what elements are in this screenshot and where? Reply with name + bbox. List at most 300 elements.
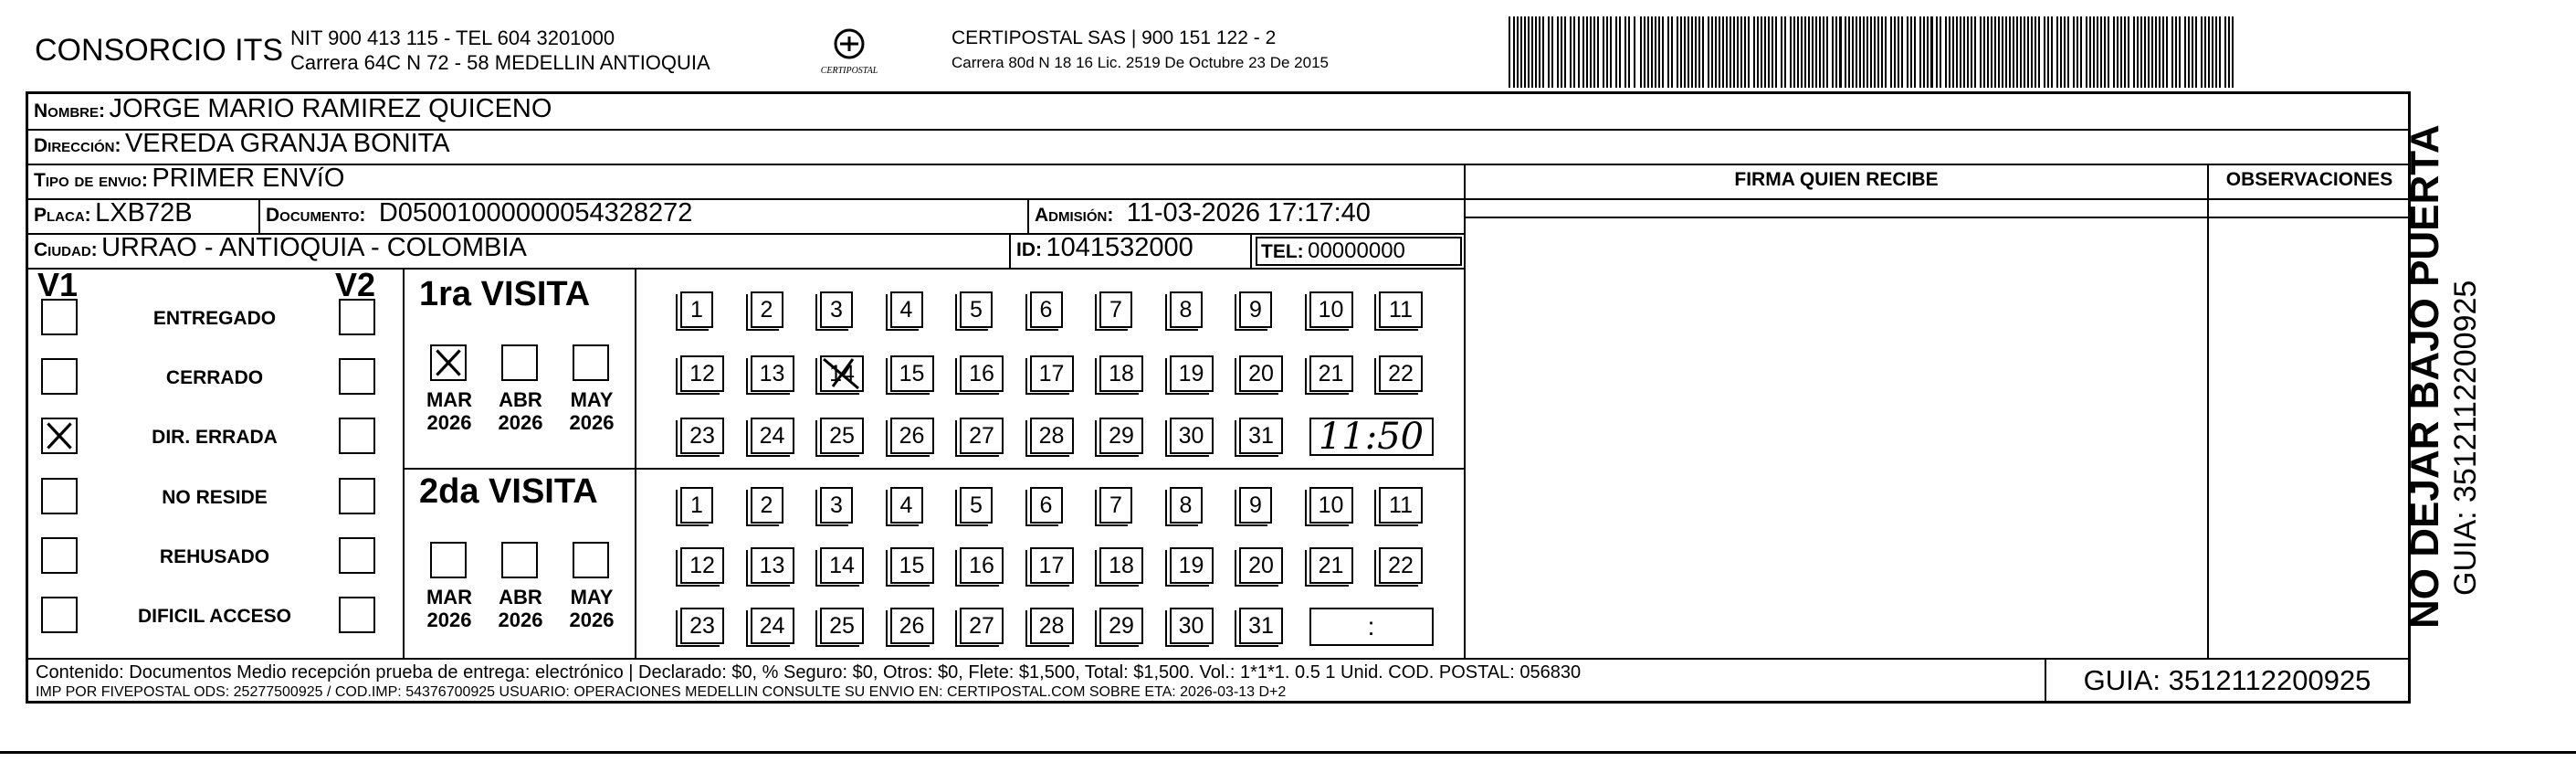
v1-header: V1 [37, 266, 79, 303]
v1-checkbox[interactable] [41, 478, 78, 514]
barcode-bar [1801, 16, 1803, 88]
day-box[interactable]: 8 [1170, 487, 1203, 524]
month-checkbox[interactable] [501, 344, 538, 381]
tel-label: TEL: [1261, 241, 1304, 262]
day-box[interactable]: 21 [1309, 547, 1353, 584]
barcode-bar [2166, 16, 2168, 88]
barcode-bar [1956, 16, 1958, 88]
day-box[interactable]: 18 [1099, 355, 1143, 392]
barcode-bar [2179, 16, 2181, 88]
day-box[interactable]: 31 [1239, 608, 1283, 644]
barcode-bar [2038, 16, 2040, 88]
barcode-bar [1768, 16, 1770, 88]
month-year: 2026 [426, 609, 472, 631]
month-name: MAR [426, 586, 473, 609]
day-box[interactable]: 19 [1170, 547, 1214, 584]
side-guia: GUIA: 3512112200925 [2448, 280, 2483, 596]
day-box[interactable]: 20 [1239, 547, 1283, 584]
barcode-bar [1722, 16, 1724, 88]
day-box[interactable]: 6 [1030, 291, 1063, 328]
barcode-bar [2097, 16, 2098, 88]
day-box[interactable]: 24 [751, 418, 794, 454]
month-checkbox[interactable] [573, 344, 609, 381]
barcode-bar [1874, 16, 1876, 88]
barcode-bar [2086, 16, 2087, 88]
day-box[interactable]: 14 [820, 547, 864, 584]
month-year: 2026 [426, 411, 472, 434]
barcode-bar [1974, 16, 1976, 88]
day-box[interactable]: 18 [1099, 547, 1143, 584]
barcode-bar [1624, 16, 1626, 88]
barcode-bar [1907, 16, 1908, 88]
check-mark-icon [43, 419, 76, 452]
day-box[interactable]: 3 [820, 487, 853, 524]
barcode-bar [1647, 16, 1649, 88]
barcode-bar [1901, 16, 1903, 88]
day-box[interactable]: 3 [820, 291, 853, 328]
day-box[interactable]: 29 [1099, 418, 1143, 454]
barcode-bar [1960, 16, 1961, 88]
barcode-bar [1919, 16, 1921, 88]
barcode-bar [2175, 16, 2177, 88]
barcode-bar [2124, 16, 2126, 88]
v2-checkbox[interactable] [339, 299, 375, 335]
barcode-bar [2148, 16, 2150, 88]
barcode-bar [2108, 16, 2109, 88]
footer-content: Contenido: Documentos Medio recepción prueba de entrega: electrónico | Declarado: $0, % Seguro: $0, Otros: $0, Flete: $1,500, Total: $1,500. Vol.: 1*1*1. 0.5 1 Unid. COD. POSTAL: 056830 [36, 662, 1582, 683]
barcode-bar [1930, 16, 1933, 88]
barcode-bar [2195, 16, 2197, 88]
barcode-bar [2151, 16, 2153, 88]
barcode-bar [1730, 16, 1731, 88]
barcode-bar [2204, 16, 2206, 88]
day-box[interactable]: 6 [1030, 487, 1063, 524]
documento-field [266, 198, 692, 228]
barcode-bar [1866, 16, 1868, 88]
month-checkbox[interactable] [573, 542, 609, 578]
barcode-bar [1784, 16, 1786, 88]
barcode-bar [1662, 16, 1664, 88]
barcode-bar [1691, 16, 1693, 88]
status-label: NO RESIDE [162, 487, 268, 508]
placa-label: Placa: [34, 205, 91, 226]
barcode-bar [1815, 16, 1817, 88]
month-name: ABR [499, 388, 542, 411]
barcode-bar [2013, 16, 2014, 88]
id-field [1016, 233, 1193, 263]
day-box[interactable]: 2 [751, 291, 783, 328]
day-box[interactable]: 15 [890, 355, 934, 392]
nombre-label: Nombre: [34, 101, 105, 122]
month-name: MAR [426, 388, 473, 411]
barcode-bar [1881, 16, 1883, 88]
barcode-bar [1845, 16, 1846, 88]
status-label: DIR. ERRADA [152, 427, 278, 448]
barcode-bar [2016, 16, 2018, 88]
day-box[interactable]: 26 [890, 608, 934, 644]
barcode-bar [1542, 16, 1544, 88]
barcode-bar [2228, 16, 2230, 88]
barcode-bar [1994, 16, 1996, 88]
day-box[interactable]: 22 [1379, 355, 1423, 392]
barcode-bar [1634, 16, 1635, 88]
day-box[interactable]: 17 [1030, 547, 1074, 584]
day-box[interactable]: 11 [1379, 487, 1423, 524]
month-name: MAY [570, 388, 614, 411]
barcode-bar [1877, 16, 1879, 88]
day-box[interactable]: 9 [1239, 487, 1272, 524]
barcode-bar [1658, 16, 1660, 88]
delivery-form [26, 91, 2411, 704]
time-box[interactable]: 11:50 [1309, 418, 1434, 456]
barcode-bar [1804, 16, 1806, 88]
v1-checkbox[interactable] [41, 597, 78, 633]
day-box[interactable]: 12 [680, 355, 724, 392]
id-value: 1041532000 [1046, 233, 1193, 262]
admision-field [1035, 198, 1371, 228]
barcode-bar [2100, 16, 2102, 88]
barcode-bar [1885, 16, 1887, 88]
barcode-bar [1870, 16, 1872, 88]
day-box[interactable]: 30 [1170, 608, 1214, 644]
barcode-bar [1987, 16, 1989, 88]
barcode-bar [1914, 16, 1916, 88]
barcode-bar [1528, 16, 1530, 88]
day-box[interactable]: 27 [960, 418, 1004, 454]
tipo-value: PRIMER ENVíO [152, 164, 345, 193]
barcode-bar [1688, 16, 1689, 88]
ciudad-label: Ciudad: [34, 239, 98, 260]
day-box[interactable]: 12 [680, 547, 724, 584]
day-box[interactable]: 7 [1099, 291, 1132, 328]
day-box[interactable]: 10 [1309, 291, 1353, 328]
placa-field [34, 198, 193, 228]
barcode-bar [2064, 16, 2066, 88]
barcode-bar [2117, 16, 2119, 88]
no-dejar-warning: NO DEJAR BAJO PUERTA [2403, 124, 2447, 629]
day-box[interactable]: 31 [1239, 418, 1283, 454]
barcode-bar [1910, 16, 1912, 88]
barcode-bar [2031, 16, 2033, 88]
day-box[interactable]: 28 [1030, 418, 1074, 454]
barcode-bar [1998, 16, 2000, 88]
ciudad-value: URRAO - ANTIOQUIA - COLOMBIA [101, 233, 527, 262]
day-box[interactable]: 5 [960, 487, 993, 524]
barcode-bar [2077, 16, 2078, 88]
barcode-bar [1535, 16, 1537, 88]
barcode-bar [2005, 16, 2007, 88]
day-box[interactable]: 23 [680, 608, 724, 644]
barcode-bar [2067, 16, 2069, 88]
barcode-bar [1564, 16, 1566, 88]
barcode-bar [2171, 16, 2173, 88]
day-box[interactable]: 2 [751, 487, 783, 524]
barcode-bar [1561, 16, 1562, 88]
day-box[interactable]: 25 [820, 608, 864, 644]
barcode-bar [2089, 16, 2091, 88]
day-box[interactable]: 19 [1170, 355, 1214, 392]
barcode-bar [1606, 16, 1608, 88]
barcode-bar [2140, 16, 2142, 88]
company-name: CONSORCIO ITS [35, 33, 284, 68]
documento-value: D05001000000054328272 [378, 198, 693, 228]
barcode-bar [2024, 16, 2025, 88]
barcode-bar [1726, 16, 1728, 88]
barcode-bar [2035, 16, 2036, 88]
barcode-bar [2104, 16, 2106, 88]
barcode-bar [1719, 16, 1720, 88]
day-box[interactable]: 13 [751, 547, 794, 584]
barcode-bar [1628, 16, 1630, 88]
v2-checkbox[interactable] [339, 418, 375, 454]
admision-value: 11-03-2026 17:17:40 [1126, 198, 1371, 228]
barcode-bar [1781, 16, 1782, 88]
barcode-bar [1573, 16, 1575, 88]
barcode-bar [1797, 16, 1799, 88]
barcode-bar [1945, 16, 1947, 88]
day-box[interactable]: 26 [890, 418, 934, 454]
barcode-bar [2192, 16, 2193, 88]
day-box[interactable]: 23 [680, 418, 724, 454]
day-box[interactable]: 14 [820, 355, 864, 392]
barcode-bar [1570, 16, 1572, 88]
footer-imp: IMP POR FIVEPOSTAL ODS: 25277500925 / COD.IMP: 54376700925 USUARIO: OPERACIONES MEDELLIN CONSULTE SU ENVIO EN: CERTIPOSTAL.COM SOBRE ETA: 2026-03-13 D+2 [36, 684, 1287, 700]
day-box[interactable]: 22 [1379, 547, 1423, 584]
barcode-bar [1509, 16, 1510, 88]
barcode-bar [1744, 16, 1746, 88]
month-label [562, 388, 622, 434]
barcode-bar [1808, 16, 1810, 88]
day-check-icon [820, 355, 864, 392]
month-year: 2026 [569, 411, 615, 434]
company-contact [290, 26, 710, 75]
v1-checkbox[interactable] [41, 418, 78, 454]
time-box[interactable]: : [1309, 608, 1434, 646]
barcode-bar [2027, 16, 2029, 88]
month-year: 2026 [498, 411, 543, 434]
v2-checkbox[interactable] [339, 537, 375, 574]
barcode-bar [2073, 16, 2075, 88]
day-box[interactable]: 1 [680, 291, 713, 328]
barcode-bar [1644, 16, 1645, 88]
barcode-bar [1852, 16, 1854, 88]
barcode-bar [1983, 16, 1985, 88]
day-box[interactable]: 29 [1099, 608, 1143, 644]
barcode-bar [2044, 16, 2045, 88]
barcode-bar [1513, 16, 1515, 88]
barcode-bar [1586, 16, 1588, 88]
barcode-bar [1890, 16, 1892, 88]
barcode-bar [1578, 16, 1580, 88]
barcode-bar [2232, 16, 2234, 88]
barcode-bar [1597, 16, 1599, 88]
barcode-bar [2144, 16, 2146, 88]
day-box[interactable]: 10 [1309, 487, 1353, 524]
v1-checkbox[interactable] [41, 537, 78, 574]
barcode-bar [1793, 16, 1795, 88]
barcode-bar [1761, 16, 1762, 88]
barcode-bar [2215, 16, 2217, 88]
month-year: 2026 [569, 609, 615, 631]
barcode-bar [2208, 16, 2210, 88]
barcode-bar [1764, 16, 1766, 88]
barcode-bar [1940, 16, 1941, 88]
direccion-label: Dirección: [34, 135, 121, 156]
barcode-bar [2009, 16, 2011, 88]
day-box[interactable]: 27 [960, 608, 1004, 644]
barcode-bar [1859, 16, 1861, 88]
carrier-address: Carrera 80d N 18 16 Lic. 2519 De Octubre 23 De 2015 [952, 54, 1329, 71]
observaciones-header: OBSERVACIONES [2225, 169, 2393, 190]
barcode-icon [1507, 16, 2237, 88]
barcode-bar [1737, 16, 1739, 88]
tipo-field [34, 164, 344, 194]
barcode-bar [1832, 16, 1834, 88]
month-label [562, 586, 622, 631]
month-label [490, 388, 551, 434]
placa-value: LXB72B [95, 198, 193, 228]
day-box[interactable]: 9 [1239, 291, 1272, 328]
status-label: ENTREGADO [152, 308, 277, 329]
tel-field [1256, 237, 1462, 266]
barcode-bar [2020, 16, 2022, 88]
v2-checkbox[interactable] [339, 478, 375, 514]
day-box[interactable]: 13 [751, 355, 794, 392]
barcode-bar [1936, 16, 1938, 88]
status-label: REHUSADO [159, 546, 270, 567]
barcode-bar [1971, 16, 1972, 88]
barcode-bar [1539, 16, 1540, 88]
day-box[interactable]: 30 [1170, 418, 1214, 454]
barcode-bar [1640, 16, 1642, 88]
check-mark-icon [432, 346, 465, 379]
tipo-label: Tipo de envio: [34, 170, 148, 191]
nombre-value: JORGE MARIO RAMIREZ QUICENO [109, 94, 552, 123]
barcode-bar [1848, 16, 1850, 88]
barcode-bar [1517, 16, 1519, 88]
barcode-bar [1733, 16, 1735, 88]
barcode-bar [1775, 16, 1777, 88]
month-checkbox[interactable] [501, 542, 538, 578]
month-checkbox[interactable] [430, 344, 467, 381]
month-label [419, 586, 479, 631]
barcode-bar [1619, 16, 1621, 88]
barcode-bar [2224, 16, 2226, 88]
barcode-bar [2184, 16, 2186, 88]
day-box[interactable]: 5 [960, 291, 993, 328]
day-box[interactable]: 4 [890, 487, 923, 524]
barcode-bar [1839, 16, 1842, 88]
barcode-bar [2060, 16, 2062, 88]
month-name: ABR [499, 586, 542, 609]
v2-checkbox[interactable] [339, 358, 375, 395]
month-label [490, 586, 551, 631]
barcode-bar [1698, 16, 1700, 88]
barcode-bar [2128, 16, 2129, 88]
barcode-bar [1603, 16, 1604, 88]
day-box[interactable]: 21 [1309, 355, 1353, 392]
day-box[interactable]: 25 [820, 418, 864, 454]
firma-header: FIRMA QUIEN RECIBE [1734, 169, 1939, 190]
barcode-bar [1740, 16, 1742, 88]
v1-checkbox[interactable] [41, 358, 78, 395]
day-box[interactable]: 15 [890, 547, 934, 584]
barcode-bar [2188, 16, 2190, 88]
day-box[interactable]: 17 [1030, 355, 1074, 392]
barcode-bar [1772, 16, 1773, 88]
barcode-bar [1748, 16, 1750, 88]
barcode-bar [1615, 16, 1617, 88]
barcode-bar [1856, 16, 1857, 88]
barcode-bar [1819, 16, 1821, 88]
status-label: CERRADO [165, 367, 264, 388]
documento-label: Documento: [266, 205, 366, 226]
barcode-bar [2212, 16, 2213, 88]
barcode-bar [2080, 16, 2082, 88]
barcode-bar [1610, 16, 1612, 88]
day-box[interactable]: 1 [680, 487, 713, 524]
barcode-bar [1667, 16, 1669, 88]
barcode-bar [1753, 16, 1755, 88]
barcode-bar [1826, 16, 1828, 88]
certipostal-logo [809, 26, 928, 80]
v1-checkbox[interactable] [41, 299, 78, 335]
barcode-bar [1582, 16, 1584, 88]
month-year: 2026 [498, 609, 543, 631]
month-checkbox[interactable] [430, 542, 467, 578]
barcode-bar [2047, 16, 2049, 88]
visit1-title: 1ra VISITA [419, 275, 591, 313]
day-box[interactable]: 8 [1170, 291, 1203, 328]
day-box[interactable]: 16 [960, 547, 1004, 584]
day-box[interactable]: 28 [1030, 608, 1074, 644]
day-box[interactable]: 24 [751, 608, 794, 644]
day-box[interactable]: 16 [960, 355, 1004, 392]
day-box[interactable]: 11 [1379, 291, 1423, 328]
barcode-bar [1711, 16, 1713, 88]
barcode-bar [2137, 16, 2139, 88]
barcode-bar [1863, 16, 1865, 88]
barcode-bar [2219, 16, 2221, 88]
barcode-bar [2051, 16, 2053, 88]
logo-text: CERTIPOSTAL [820, 66, 878, 76]
barcode-bar [1524, 16, 1526, 88]
tel-value: 00000000 [1308, 238, 1405, 263]
day-box[interactable]: 20 [1239, 355, 1283, 392]
barcode-bar [1695, 16, 1697, 88]
barcode-bar [1967, 16, 1969, 88]
day-box[interactable]: 7 [1099, 487, 1132, 524]
barcode-bar [1980, 16, 1982, 88]
barcode-bar [1557, 16, 1559, 88]
barcode-bar [2133, 16, 2135, 88]
barcode-bar [1651, 16, 1653, 88]
barcode-bar [2201, 16, 2203, 88]
barcode-bar [1927, 16, 1929, 88]
barcode-bar [1812, 16, 1814, 88]
barcode-bar [1593, 16, 1595, 88]
v2-checkbox[interactable] [339, 597, 375, 633]
ciudad-field [34, 233, 527, 263]
day-box[interactable]: 4 [890, 291, 923, 328]
certipostal-logo-icon [809, 26, 928, 80]
barcode-bar [2120, 16, 2122, 88]
address-line: Carrera 64C N 72 - 58 MEDELLIN ANTIOQUIA [290, 51, 710, 74]
barcode-bar [1548, 16, 1550, 88]
footer-guia: GUIA: 3512112200925 [2083, 664, 2371, 696]
barcode-bar [1702, 16, 1704, 88]
v2-header: V2 [335, 266, 376, 303]
